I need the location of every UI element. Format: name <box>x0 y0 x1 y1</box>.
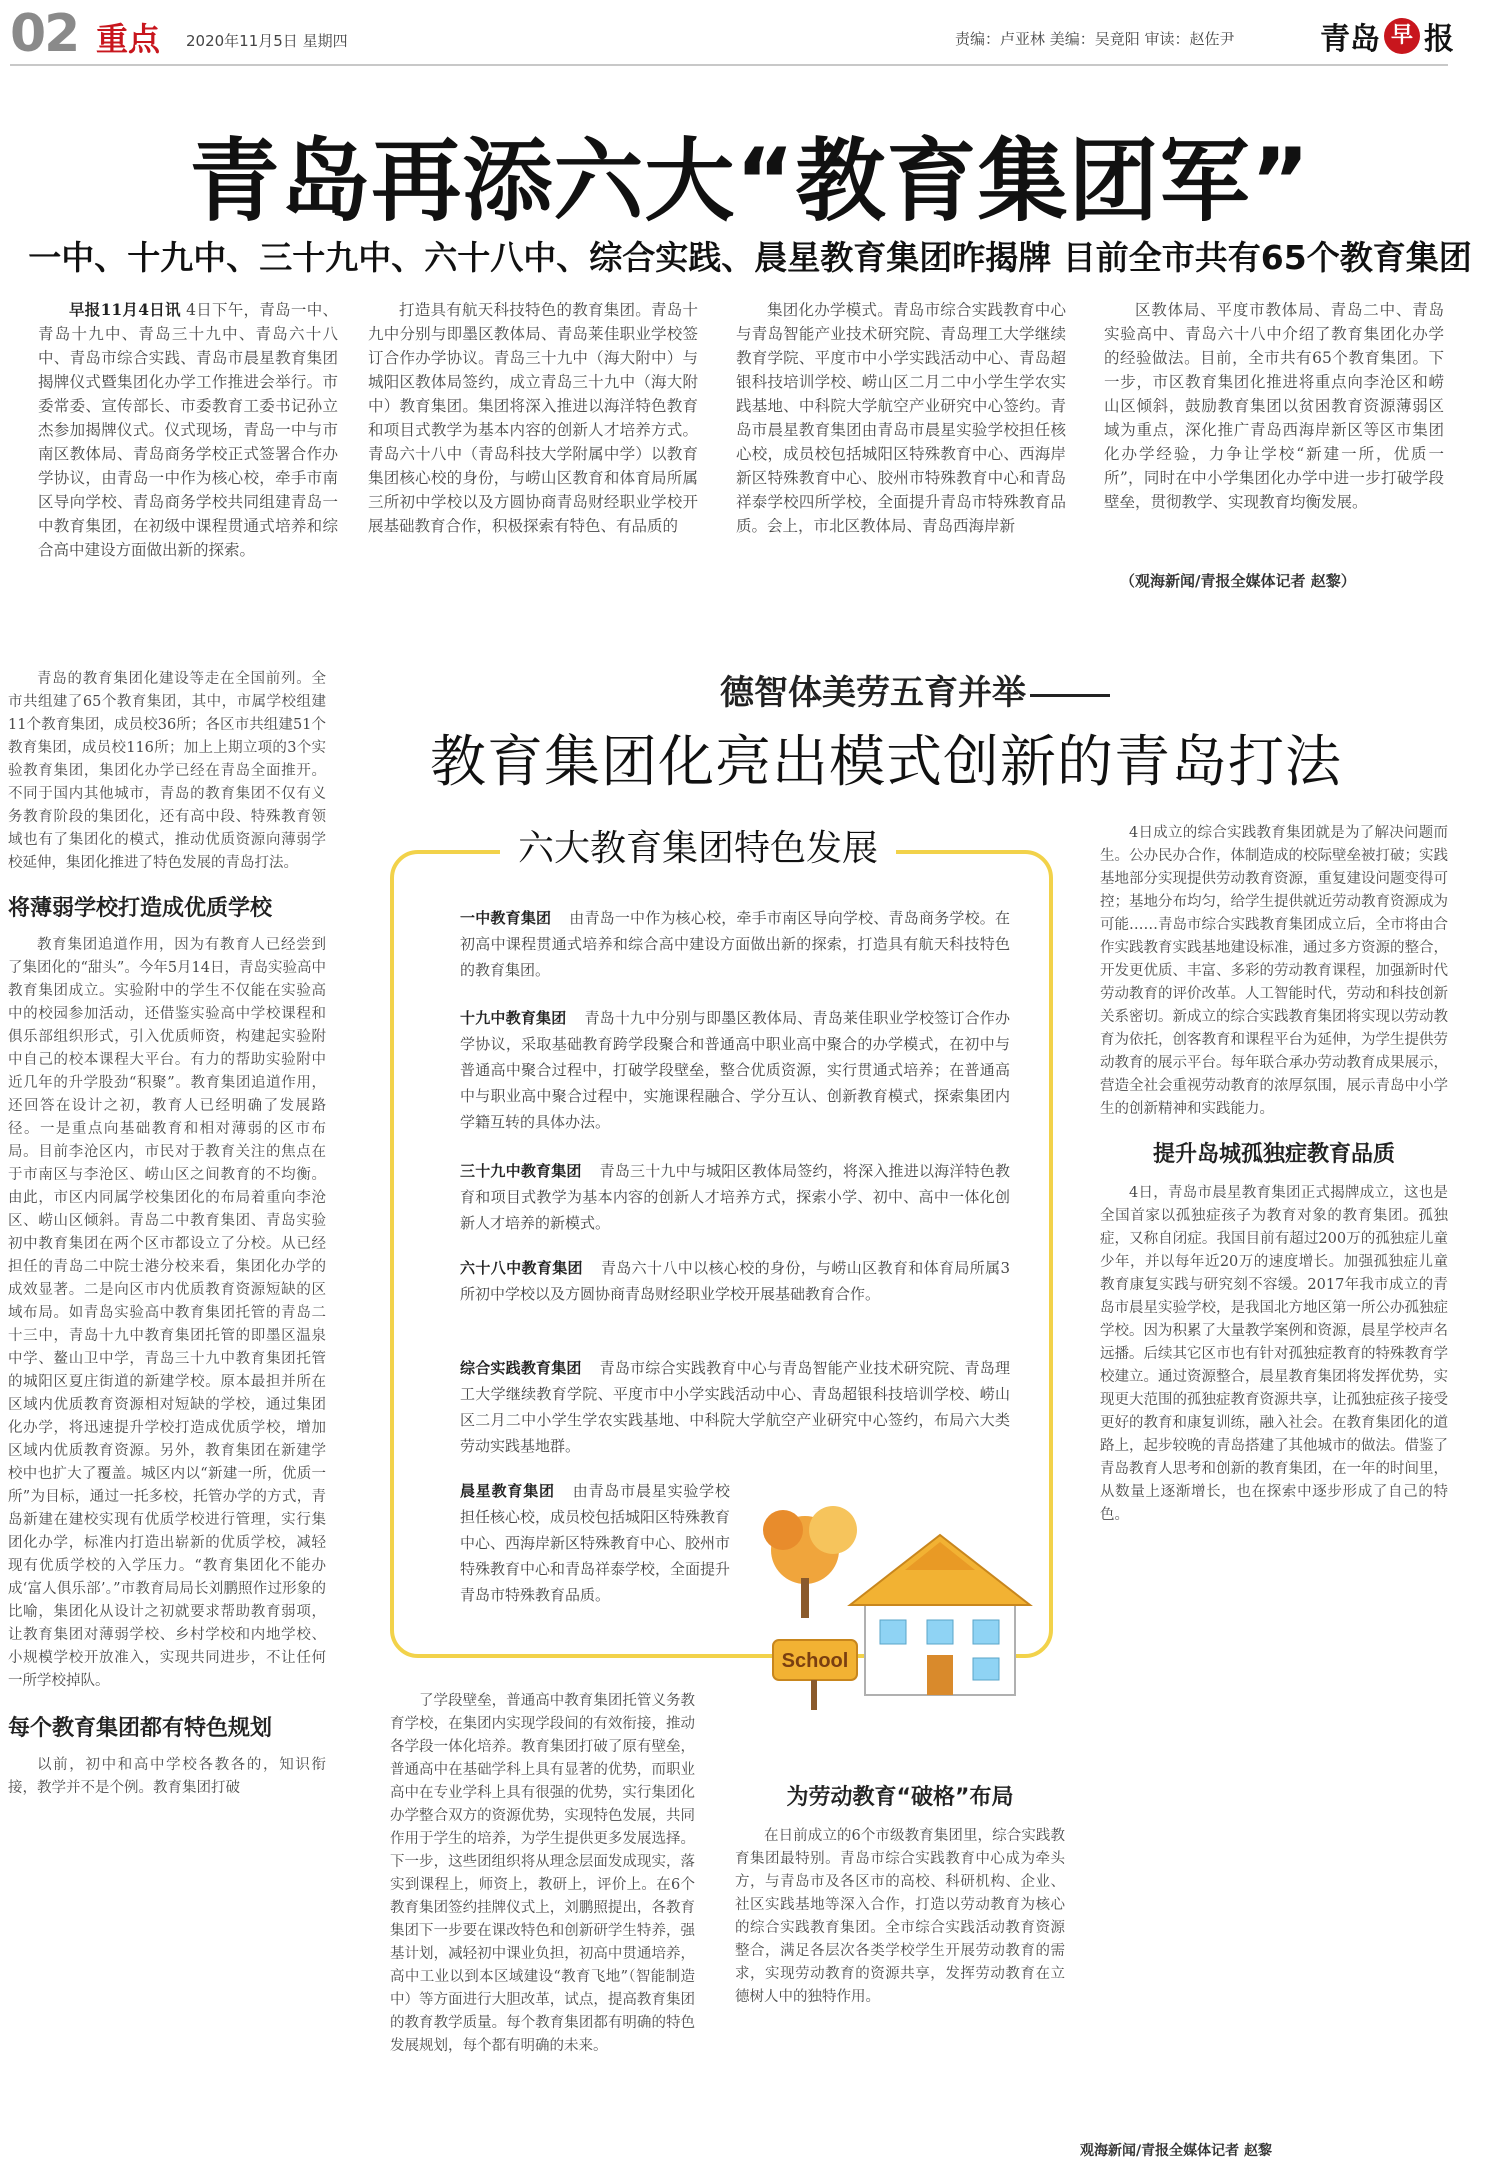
group-entry-5 <box>460 1355 1010 1459</box>
masthead-mark: 早 <box>1384 18 1420 54</box>
top-article-text-3: 集团化办学模式。青岛市综合实践教育中心与青岛智能产业技术研究院、青岛理工大学继续教育学院、平度市中小学实践活动中心、青岛超银科技培训学校、崂山区二月二中小学生学农实践基地、中科院大学航空产业研究中心签约。青岛市晨星教育集团由青岛市晨星实验学校担任核心校，成员校包括城阳区特殊教育中心、西海岸新区特殊教育中心、胶州市特殊教育中心和青岛祥泰学校四所学校，全面提升青岛市特殊教育品质。会上，市北区教体局、青岛西海岸新 <box>736 301 1066 535</box>
kicker-dash <box>1030 694 1110 697</box>
feature-right-column <box>1100 822 1448 2132</box>
issue-date: 2020年11月5日 星期四 <box>186 32 348 50</box>
group-desc: 由青岛市晨星实验学校担任核心校，成员校包括城阳区特殊教育中心、西海岸新区特殊教育中心、胶州市特殊教育中心和青岛祥泰学校，全面提升青岛市特殊教育品质。 <box>460 1482 731 1604</box>
group-name: 晨星教育集团 <box>460 1482 555 1500</box>
group-name: 综合实践教育集团 <box>460 1359 582 1377</box>
top-article-col-2 <box>368 298 698 598</box>
window <box>927 1620 953 1644</box>
masthead-left: 青岛 <box>1320 22 1380 57</box>
main-headline: 青岛再添六大“教育集团军” <box>189 129 1311 234</box>
group-desc: 青岛六十八中以核心校的身份，与崂山区教育和体育局所属3所初中学校以及方圆协商青岛财经职业学校开展基础教育合作。 <box>460 1259 1010 1303</box>
newspaper-masthead <box>1320 14 1454 58</box>
labor-education-column <box>735 1780 1065 2160</box>
top-article-col-4 <box>1104 298 1444 563</box>
feature-kicker-text: 德智体美劳五育并举 <box>720 673 1026 713</box>
feature-left-column <box>8 668 326 2156</box>
feature-right-body-2: 4日，青岛市晨星教育集团正式揭牌成立，这也是全国首家以孤独症孩子为教育对象的教育集团。孤独症，又称自闭症。我国目前有超过200万的孤独症儿童少年，并以每年近20万的速度增长。加强孤独症儿童教育康复实践与研究刻不容缓。2017年我市成立的青岛市晨星实验学校，是我国北方地区第一所公办孤独症学校。因为积累了大量教学案例和资源，晨星学校声名远播。后续其它区市也有针对孤独症教育的特殊教育学校建立。通过资源整合，晨星教育集团将发挥优势，实现更大范围的孤独症教育资源共享，让孤独症孩子接受更好的教育和康复训练，融入社会。在教育集团化的道路上，起步较晚的青岛搭建了其他城市的做法。借鉴了青岛教育人思考和创新的教育集团，在一年的时间里，从数量上逐渐增长，也在探索中逐步形成了自己的特色。 <box>1100 1185 1448 1523</box>
feature-left-body-1: 教育集团追道作用，因为有教育人已经尝到了集团化的“甜头”。今年5月14日，青岛实验高中教育集团成立。实验附中的学生不仅能在实验高中的校园参加活动，还借鉴实验高中学校课程和俱乐部组织形式，引入优质师资，构建起实验附中自己的校本课程大平台。有力的帮助实验附中近几年的升学股劲“积聚”。教育集团追道作用，还回答在设计之初，教育人已经明确了发展路径。一是重点向基础教育和相对薄弱的区市布局。目前李沧区内，市民对于教育关注的焦点在于市南区与李沧区、崂山区之间教育的不均衡。由此，市区内同属学校集团化的布局着重向李沧区、崂山区倾斜。青岛二中教育集团、青岛实验初中教育集团在两个区市都设立了分校。从已经担任的青岛二中院士港分校来看，集团化办学的成效显著。二是向区市内优质教育资源短缺的区域布局。如青岛实验高中教育集团托管的青岛二十三中，青岛十九中教育集团托管的即墨区温泉中学、鳌山卫中学，青岛三十九中教育集团托管的城阳区夏庄街道的新建学校。原本最担并所在区域内优质教育资源相对短缺的学校，通过集团化办学，将迅速提升学校打造成优质学校，增加区域内优质教育资源。另外，教育集团在新建学校中也扩大了覆盖。城区内以“新建一所，优质一所”为目标，通过一托多校，托管办学的方式，青岛新建在建校实现有优质学校进行管理，实行集团化办学，标准内打造出崭新的优质学校，减轻现有优质学校的入学压力。“教育集团化不能办成‘富人俱乐部’。”市教育局局长刘鹏照作过形象的比喻，集团化从设计之初就要求帮助教育弱项，让教育集团对薄弱学校、乡村学校和内地学校、小规模学校开放准入，实现共同进步，不让任何一所学校掉队。 <box>8 937 326 1689</box>
header-divider <box>10 64 1448 66</box>
feature-middle-body: 了学段壁垒，普通高中教育集团托管义务教育学校，在集团内实现学段间的有效衔接，推动各学段一体化培养。教育集团打破了原有壁垒，普通高中在基础学科上具有显著的优势，而职业高中在专业学科上具有很强的优势，实行集团化办学整合双方的资源优势，实现特色发展，共同作用于学生的培养，为学生提供更多发展选择。下一步，这些团组织将从理念层面发成现实，落实到课程上，师资上，教研上，评价上。在6个教育集团签约挂牌仪式上，刘鹏照提出，各教育集团下一步要在课改特色和创新研学生特养，强基计划，减轻初中课业负担，初高中贯通培养，高中工业以到本区域建设“教育飞地”（智能制造中）等方面进行大胆改革，试点，提高教育集团的教育教学质量。每个教育集团都有明确的特色发展规划，每个都有明确的未来。 <box>390 1693 695 2054</box>
labor-education-body: 在日前成立的6个市级教育集团里，综合实践教育集团最特别。青岛市综合实践教育中心成为牵头方，与青岛市及各区市的高校、科研机构、企业、社区实践基地等深入合作，打造以劳动教育为核心的综合实践教育集团。全市综合实践活动教育资源整合，满足各层次各类学校学生开展劳动教育的需求，实现劳动教育的资源共享，发挥劳动教育在立德树人中的独特作用。 <box>735 1828 1065 2005</box>
main-subheadline: 一中、十九中、三十九中、六十八中、综合实践、晨星教育集团昨揭牌 目前全市共有65个教育集团 <box>28 238 1472 277</box>
feature-intro: 青岛的教育集团化建设等走在全国前列。全市共组建了65个教育集团，其中，市属学校组建11个教育集团，成员校36所；各区市共组建51个教育集团，成员校116所；加上上期立项的3个实验教育集团，集团化办学已经在青岛全面推开。不同于国内其他城市，青岛的教育集团不仅有义务教育阶段的集团化，还有高中段、特殊教育领域也有了集团化的模式，推动优质资源向薄弱学校延伸，集团化推进了特色发展的青岛打法。 <box>8 671 326 871</box>
group-entry-4 <box>460 1255 1010 1307</box>
top-article-text-1: 4日下午，青岛一中、青岛十九中、青岛三十九中、青岛六十八中、青岛市综合实践、青岛市晨星教育集团揭牌仪式暨集团化办学工作推进会举行。市委常委、宣传部长、市委教育工委书记孙立杰参加揭牌仪式。仪式现场，青岛一中与市南区教体局、青岛商务学校正式签署合作办学协议，由青岛一中作为核心校，牵手市南区导向学校、青岛商务学校共同组建青岛一中教育集团，在初级中课程贯通式培养和综合高中建设方面做出新的探索。 <box>38 301 338 559</box>
subhead-labor-education: 为劳动教育“破格”布局 <box>786 1785 1014 1810</box>
group-name: 六十八中教育集团 <box>460 1259 583 1277</box>
dateline: 早报11月4日讯 <box>69 300 181 319</box>
group-desc: 青岛十九中分别与即墨区教体局、青岛莱佳职业学校签订合作办学协议，采取基础教育跨学段聚合和普通高中职业高中聚合的办学模式，在初中与普通高中聚合过程中，打破学段壁垒，整合优质资源，实行贯通式培养；在普通高中与职业高中聚合过程中，实施课程融合、学分互认、创新教育模式，探索集团内学籍互转的具体办法。 <box>460 1009 1010 1131</box>
door <box>927 1655 953 1695</box>
group-entry-1 <box>460 905 1010 983</box>
subhead-weak-schools: 将薄弱学校打造成优质学校 <box>8 896 273 921</box>
top-article-text-2: 打造具有航天科技特色的教育集团。青岛十九中分别与即墨区教体局、青岛莱佳职业学校签订合作办学协议。青岛三十九中（海大附中）与城阳区教体局签约，成立青岛三十九中（海大附中）教育集团。集团将深入推进以海洋特色教育和项目式教学为基本内容的创新人才培养方式。青岛六十八中（青岛科技大学附属中学）以教育集团核心校的身份，与崂山区教育和体育局所属三所初中学校以及方圆协商青岛财经职业学校开展基础教育合作，积极探索有特色、有品质的 <box>368 301 698 535</box>
window <box>973 1658 999 1680</box>
school-sign-label: School <box>781 1650 849 1672</box>
section-tag: 重点 <box>96 20 161 58</box>
tree-trunk <box>801 1578 809 1618</box>
window <box>973 1620 999 1644</box>
feature-middle-column <box>390 1690 695 2160</box>
group-name: 十九中教育集团 <box>460 1009 567 1027</box>
subhead-autism-education: 提升岛城孤独症教育品质 <box>1152 1142 1395 1167</box>
group-desc: 由青岛一中作为核心校，牵手市南区导向学校、青岛商务学校。在初高中课程贯通式培养和综合高中建设方面做出新的探索，打造具有航天科技特色的教育集团。 <box>460 909 1010 979</box>
group-desc: 青岛市综合实践教育中心与青岛智能产业技术研究院、青岛理工大学继续教育学院、平度市中小学实践活动中心、青岛超银科技培训学校、崂山区二月二中小学生学农实践基地、中科院大学航空产业研究中心签约，布局六大类劳动实践基地群。 <box>460 1359 1010 1455</box>
feature-left-body-2: 以前，初中和高中学校各教各的，知识衔接，教学并不是个例。教育集团打破 <box>8 1757 326 1796</box>
masthead-right: 报 <box>1424 22 1454 57</box>
top-article-byline: （观海新闻/青报全媒体记者 赵黎） <box>1120 572 1356 590</box>
group-name: 三十九中教育集团 <box>460 1162 582 1180</box>
subhead-special-plans: 每个教育集团都有特色规划 <box>8 1716 273 1741</box>
group-entry-6 <box>460 1478 730 1608</box>
feature-byline: 观海新闻/青报全媒体记者 赵黎 <box>1080 2143 1272 2159</box>
tree-canopy <box>809 1506 857 1554</box>
window <box>880 1620 906 1644</box>
group-desc: 青岛三十九中与城阳区教体局签约，将深入推进以海洋特色教育和项目式教学为基本内容的创新人才培养方式，探索小学、初中、高中一体化创新人才培养的新模式。 <box>460 1162 1010 1232</box>
feature-headline: 教育集团化亮出模式创新的青岛打法 <box>430 730 1342 795</box>
editor-credits: 责编：卢亚林 美编：吴竟阳 审读：赵佐尹 <box>955 30 1235 48</box>
tree-canopy <box>763 1510 803 1550</box>
group-entry-2 <box>460 1005 1010 1135</box>
top-article-text-4: 区教体局、平度市教体局、青岛二中、青岛实验高中、青岛六十八中介绍了教育集团化办学的经验做法。目前，全市共有65个教育集团。下一步，市区教育集团化推进将重点向李沧区和崂山区倾斜，鼓励教育集团以贫困教育资源薄弱区域为重点，深化推广青岛西海岸新区等区市集团化办学经验，力争让学校“新建一所，优质一所”，同时在中小学集团化办学中进一步打破学段壁垒，贯彻教学、实现教育均衡发展。 <box>1104 301 1444 511</box>
feature-right-body-1: 4日成立的综合实践教育集团就是为了解决问题而生。公办民办合作，体制造成的校际壁垒被打破；实践基地部分实现提供劳动教育资源，重复建设问题变得可控；基地分布均匀，给学生提供就近劳动教育资源成为可能……青岛市综合实践教育集团成立后，全市将由合作实践教育实践基地建设标准，通过多方资源的整合，开发更优质、丰富、多彩的劳动教育课程，加强新时代劳动教育的评价改革。人工智能时代，劳动和科技创新关系密切。新成立的综合实践教育集团将实现以劳动教育为依托，创客教育和课程平台为延伸，为学生提供劳动教育的展示平台。每年联合承办劳动教育成果展示，营造全社会重视劳动教育的浓厚氛围，展示青岛中小学生的创新精神和实践能力。 <box>1100 825 1448 1117</box>
sign-post <box>811 1680 817 1710</box>
groups-box-title: 六大教育集团特色发展 <box>500 820 896 871</box>
school-house-illustration <box>755 1490 1035 1715</box>
feature-kicker <box>720 665 1110 714</box>
group-entry-3 <box>460 1158 1010 1236</box>
page-number: 02 <box>10 4 79 64</box>
group-name: 一中教育集团 <box>460 909 552 927</box>
top-article-col-1 <box>38 298 338 598</box>
top-article-col-3 <box>736 298 1066 598</box>
